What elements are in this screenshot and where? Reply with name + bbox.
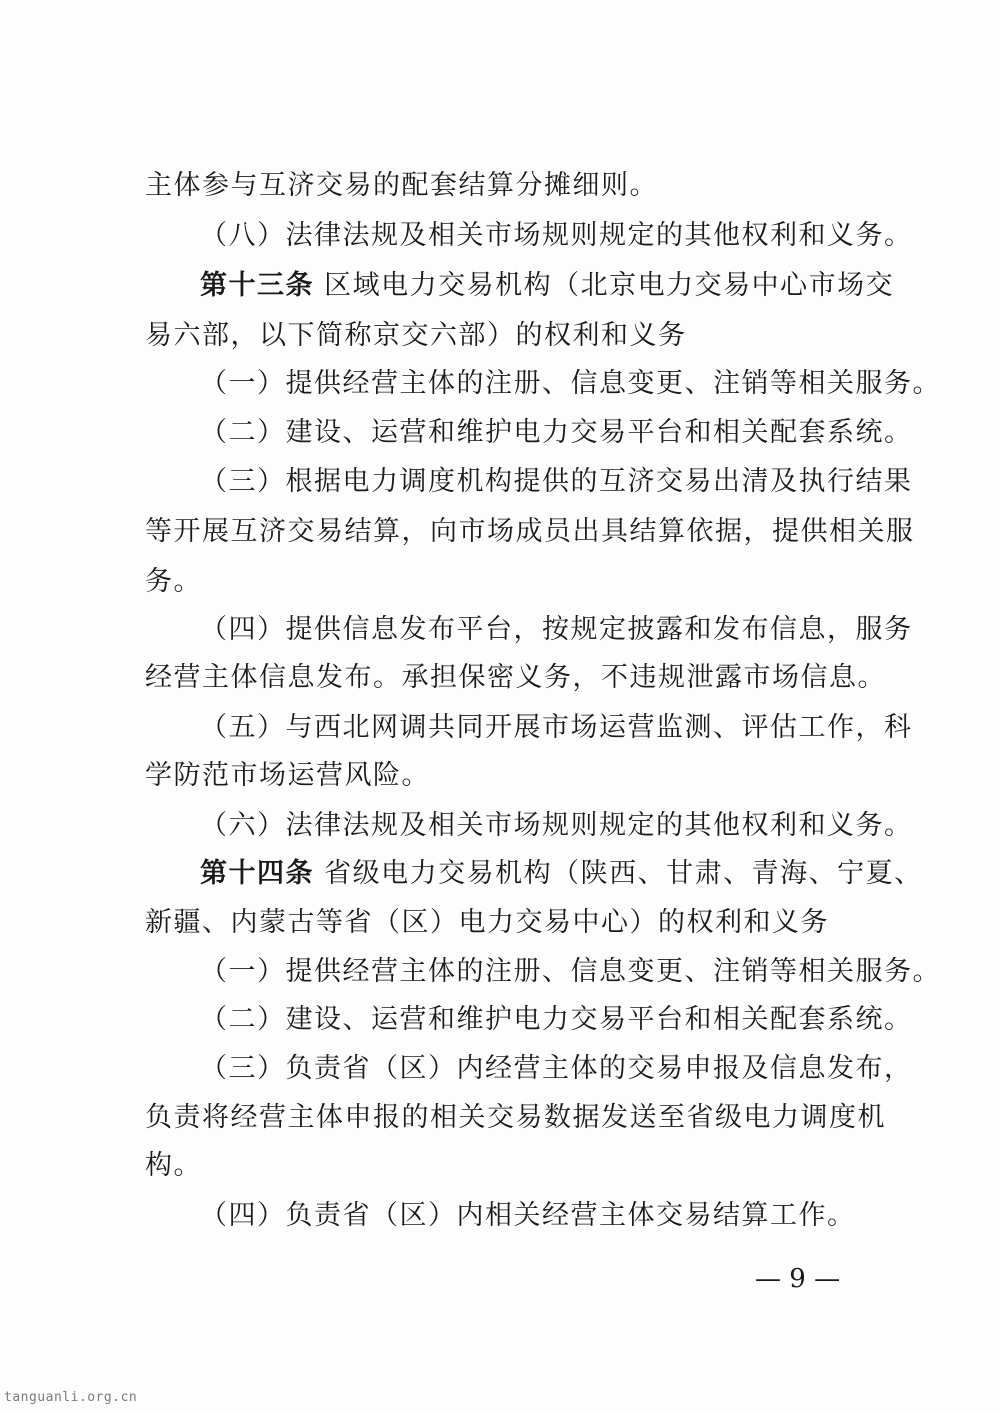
page-number: — 9 — xyxy=(755,1264,841,1294)
text-line: 学防范市场运营风险。 xyxy=(145,760,430,791)
article-13-heading: 第十三条 xyxy=(200,270,314,301)
text-line: （四）提供信息发布平台，按规定披露和发布信息，服务 xyxy=(200,614,913,645)
text-line: （二）建设、运营和维护电力交易平台和相关配套系统。 xyxy=(200,417,913,448)
text-line: 经营主体信息发布。承担保密义务，不违规泄露市场信息。 xyxy=(145,662,886,693)
article-13-paragraph xyxy=(200,268,895,304)
article-14-heading: 第十四条 xyxy=(200,858,314,889)
watermark-text: tanguanli.org.cn xyxy=(4,1390,138,1405)
text-line: （三）负责省（区）内经营主体的交易申报及信息发布， xyxy=(200,1053,913,1084)
text-line: 易六部，以下简称京交六部）的权利和义务 xyxy=(145,320,687,351)
text-line: 构。 xyxy=(145,1150,202,1181)
text-line: （四）负责省（区）内相关经营主体交易结算工作。 xyxy=(200,1200,856,1231)
text-line: 等开展互济交易结算，向市场成员出具结算依据，提供相关服 xyxy=(145,516,915,547)
text-line: （五）与西北网调共同开展市场运营监测、评估工作，科 xyxy=(200,712,913,743)
text-line: 主体参与互济交易的配套结算分摊细则。 xyxy=(145,170,658,201)
text-line: （一）提供经营主体的注册、信息变更、注销等相关服务。 xyxy=(200,956,941,987)
text-line: （六）法律法规及相关市场规则规定的其他权利和义务。 xyxy=(200,810,913,841)
text-line: （三）根据电力调度机构提供的互济交易出清及执行结果 xyxy=(200,466,913,497)
text-line: 务。 xyxy=(145,566,202,597)
text-line: 负责将经营主体申报的相关交易数据发送至省级电力调度机 xyxy=(145,1102,886,1133)
text-line: 区域电力交易机构（北京电力交易中心市场交 xyxy=(324,270,895,301)
text-line: （二）建设、运营和维护电力交易平台和相关配套系统。 xyxy=(200,1004,913,1035)
text-line: （一）提供经营主体的注册、信息变更、注销等相关服务。 xyxy=(200,368,941,399)
text-line: 新疆、内蒙古等省（区）电力交易中心）的权利和义务 xyxy=(145,907,829,938)
text-line: （八）法律法规及相关市场规则规定的其他权利和义务。 xyxy=(200,220,913,251)
text-line: 省级电力交易机构（陕西、甘肃、青海、宁夏、 xyxy=(324,858,923,889)
article-14-paragraph xyxy=(200,856,923,892)
